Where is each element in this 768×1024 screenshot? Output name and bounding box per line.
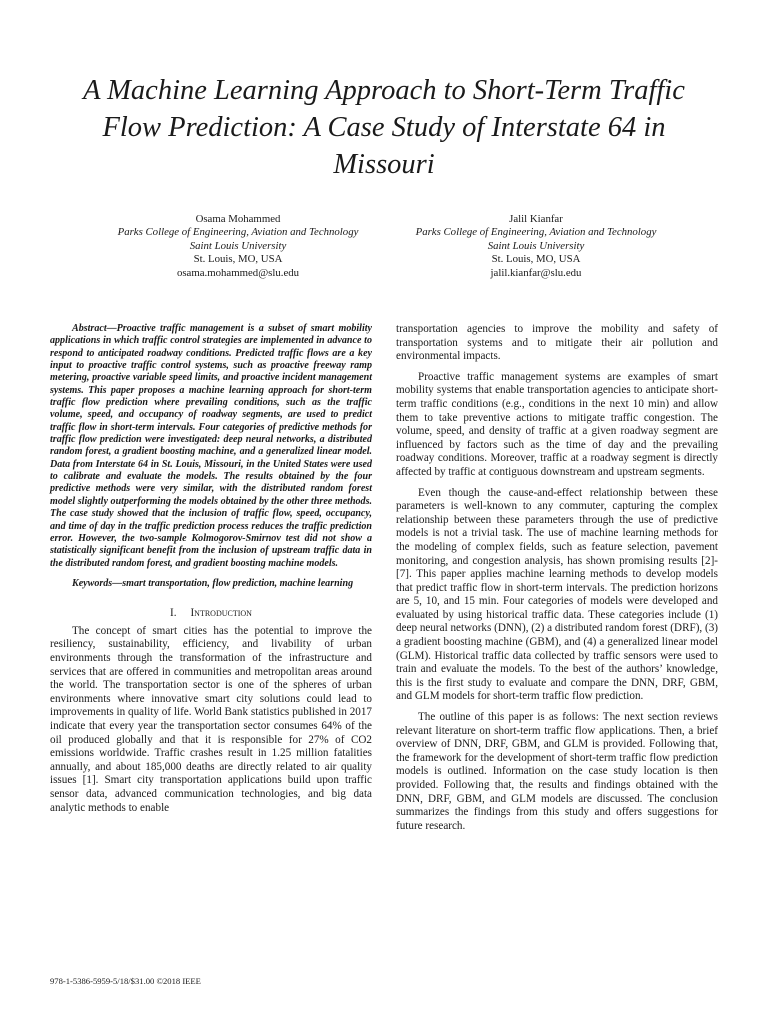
right-column [396,323,718,833]
author-location: St. Louis, MO, USA [491,253,581,266]
author-block-2 [386,213,686,280]
author-affiliation: Parks College of Engineering, Aviation and Technology [117,226,359,239]
intro-paragraph-3: Even though the cause-and-effect relationship between these parameters is well-known to any commuter, capturing the complex relationship between these parameters through the use of predictive models is not a trivial task. The use of machine learning methods for the modeling of complex fields, such as feature selection, pavement monitoring, and congestion analysis, has shown promising results [2]-[7]. This paper applies machine learning methods to develop models that predict traffic flow in short-term intervals. The prediction horizons are 5, 10, and 15 min. Four categories of models were developed and evaluated by using historical traffic data. These categories include (1) deep neural networks (DNN), (2) a distributed random forest (DRF), (3) a gradient boosting machine (GBM), and (4) a generalized linear model (GLM). Historical traffic data collected by traffic sensors were used to train and evaluate the models. To the best of the authors’ knowledge, this is the first study to evaluate and compare the DNN, DRF, GBM, and GLM models for short-term traffic flow prediction. [396,486,718,703]
title-line-1: A Machine Learning Approach to Short-Term Traffic [83,75,685,106]
intro-paragraph-continued: transportation agencies to improve the mobility and safety of transportation systems and to mitigate their air pollution and environmental impacts. [396,323,718,363]
copyright-footer: 978-1-5386-5959-5/18/$31.00 ©2018 IEEE [50,976,201,986]
abstract [50,323,372,570]
section-number: I. [170,607,177,620]
intro-paragraph-1: The concept of smart cities has the potential to improve the resiliency, sustainability, efficiency, and livability of urban environments through the transformation of the infrastructure and services that are offered in communities and metropolitan areas around the world. The transportation sector is one of the spheres of urban environments where innovative smart city solutions could lead to improvements in quality of life. World Bank statistics published in 2017 indicate that every year the transportation sector consumes 64% of the oil produced globally and that it is responsible for 27% of CO2 emissions worldwide. Traffic crashes result in 1.25 million fatalities annually, and about 185,000 deaths are directly related to air quality issues [1]. Smart city transportation applications build upon traffic sensor data, advanced communication technologies, and big data analytic methods to enable [50,624,372,814]
abstract-label: Abstract [72,323,107,334]
intro-paragraph-2: Proactive traffic management systems are examples of smart mobility systems that enable transportation agencies to anticipate short-term traffic conditions (e.g., conditions in the next 10 min) and allow them to take preventive actions to mitigate traffic congestion. The volume, speed, and density of traffic at a given roadway segment are influenced by factors such as the time of day and the prevailing roadway conditions. Moreover, traffic at a roadway segment is directly affected by traffic at contiguous downstream and upstream segments. [396,370,718,478]
title-line-3: Missouri [333,149,435,180]
author-university: Saint Louis University [189,239,287,252]
abstract-text: —Proactive traffic management is a subset of smart mobility applications in which traffic control strategies are implemented in advance to respond to anticipated roadway conditions. Predicted traffic flows are a key input to proactive traffic control systems, such as proactive freeway ramp metering, proactive variable speed limits, and proactive incident management systems. This paper proposes a machine learning approach for short-term traffic flow prediction where prevailing conditions, such as the traffic volume, speed, and occupancy of roadway segments, are used to predict traffic flow in short-term intervals. Four categories of predictive methods for traffic flow prediction were investigated: deep neural networks, a distributed random forest, a gradient boosting machine, and a generalized linear model. Data from Interstate 64 in St. Louis, Missouri, in the United States were used to calibrate and evaluate the models. The results obtained by the four predictive methods were very similar, with the distributed random forest model slightly outperforming the models obtained by the other three methods. The case study showed that the inclusion of traffic flow, speed, occupancy, and time of day in the traffic prediction process reduces the traffic prediction error. However, the two-sample Kolmogorov-Smirnov test did not show a statistically significant benefit from the inclusion of upstream traffic data in the distributed random forest, and gradient boosting machine models. [50,323,372,569]
author-email: jalil.kianfar@slu.edu [490,266,582,279]
author-block-1 [88,213,388,280]
author-university: Saint Louis University [487,239,585,252]
section-title: Introduction [190,607,252,620]
left-column [50,323,372,815]
author-affiliation: Parks College of Engineering, Aviation and Technology [415,226,657,239]
author-name: Osama Mohammed [195,213,281,225]
author-name: Jalil Kianfar [509,213,563,225]
keywords-label: Keywords [72,577,113,589]
keywords-text: —smart transportation, flow prediction, machine learning [112,577,354,589]
title-line-2: Flow Prediction: A Case Study of Interstate 64 in [102,112,666,143]
paper-title [40,72,728,183]
intro-paragraph-4: The outline of this paper is as follows: The next section reviews relevant literature on short-term traffic flow applications. Then, a brief overview of DNN, DRF, GBM, and GLM is provided. Following that, the framework for the development of short-term traffic flow prediction models is outlined. Information on the case study location is then provided. Following that, the results and findings obtained with the DNN, DRF, GBM, and GLM models are discussed. The conclusion summarizes the findings from this study and offers suggestions for future research. [396,711,718,832]
author-email: osama.mohammed@slu.edu [176,266,300,279]
section-heading-introduction [50,607,372,621]
keywords [50,578,372,590]
author-location: St. Louis, MO, USA [193,253,283,266]
